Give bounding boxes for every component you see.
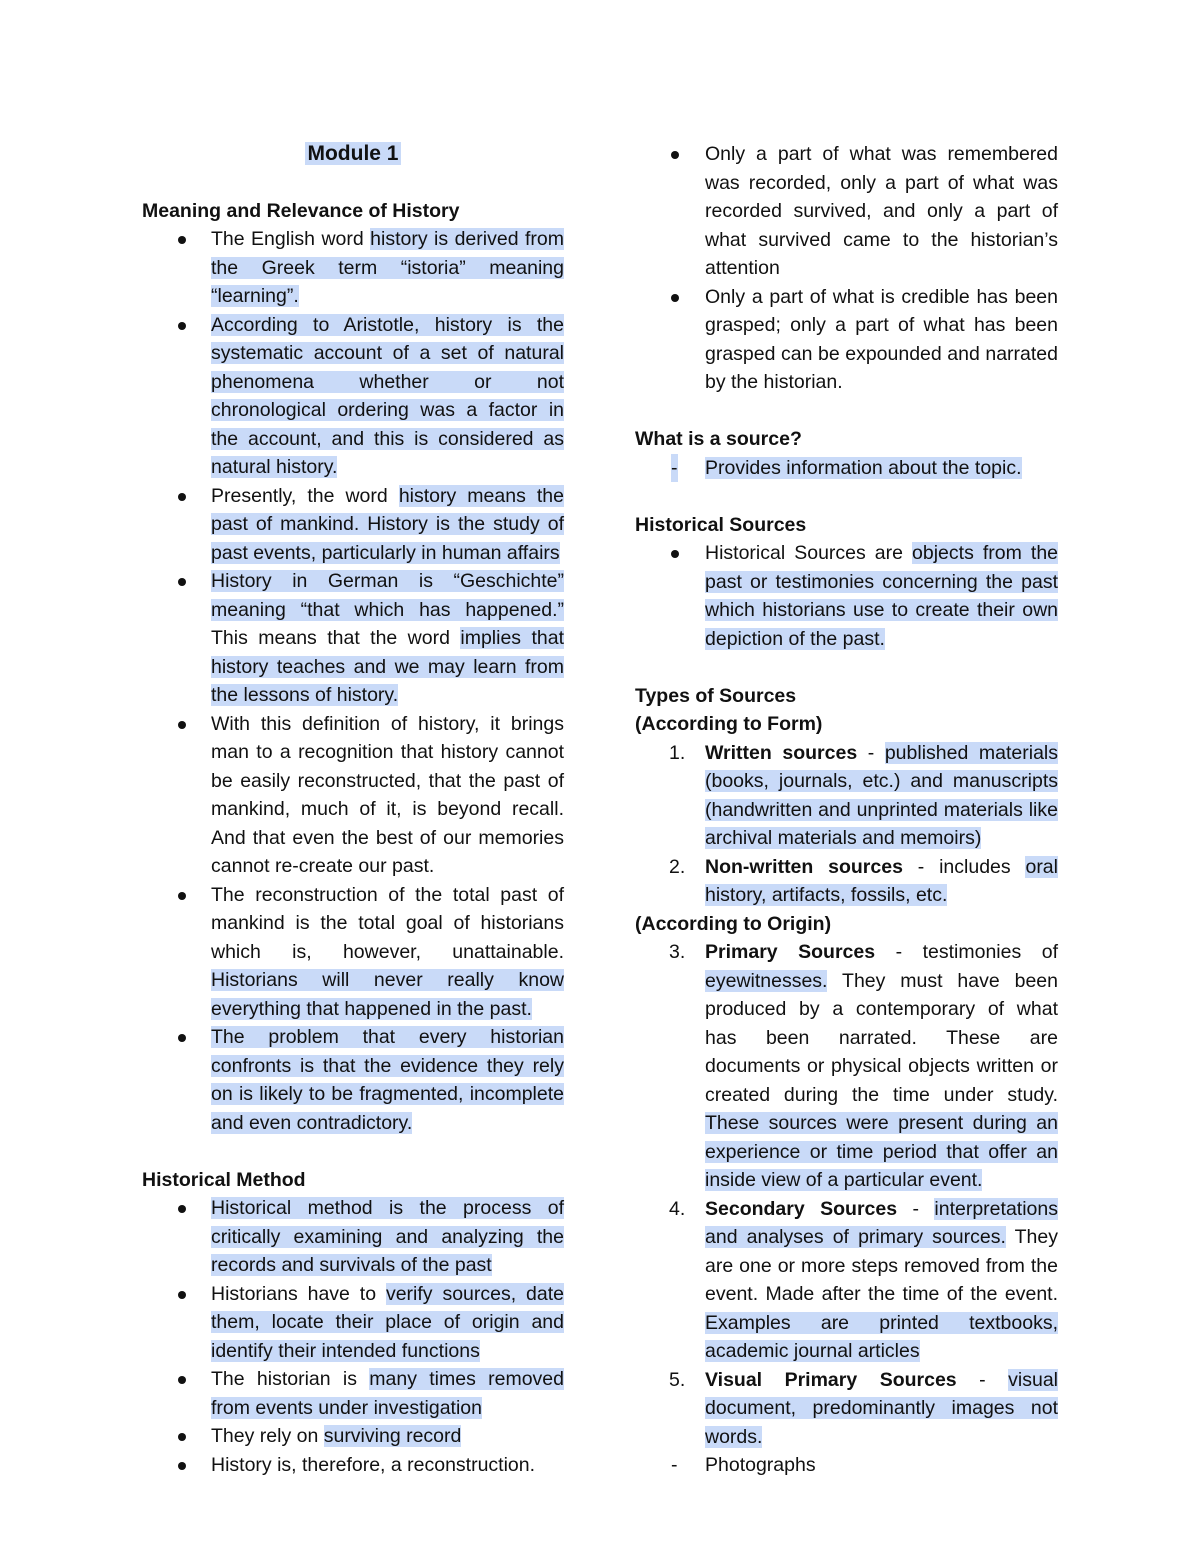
bullet-icon (671, 550, 679, 558)
list-item: 2. Non-written sources - includes oral history, artifacts, fossils, etc. (669, 855, 1058, 906)
visual-sources-list (635, 1451, 1058, 1480)
right-column (635, 140, 1058, 1480)
bullet-icon (178, 1376, 186, 1384)
bullet-icon (671, 151, 679, 159)
historical-sources-list (635, 539, 1058, 653)
list-item: According to Aristotle, history is the systematic account of a set of natural phenomena whether or not chronological ordering was a factor in the account, and this is considered as natural history. (142, 311, 564, 482)
list-item: The historian is many times removed from events under investigation (142, 1365, 564, 1422)
bullet-icon (178, 721, 186, 729)
section-heading-historical-sources: Historical Sources (635, 513, 807, 536)
list-item: 1. Written sources - published materials (books, journals, etc.) and manuscripts (handwritten and unprinted materials like archival materials and memoirs) (669, 741, 1058, 849)
bullet-icon (178, 1205, 186, 1213)
bullet-icon (178, 578, 186, 586)
list-item: The problem that every historian confronts is that the evidence they rely on is likely to be fragmented, incomplete and even contradictory. (142, 1023, 564, 1137)
bullet-icon (178, 493, 186, 501)
list-item: Presently, the word history means the past of mankind. History is the study of past events, particularly in human affairs (142, 482, 564, 568)
list-item: - Provides information about the topic. (635, 454, 1058, 483)
meaning-list (142, 225, 564, 1137)
subheading-origin: (According to Origin) (635, 912, 832, 935)
origin-types-list (635, 938, 1058, 1451)
list-item: 5. Visual Primary Sources - visual document, predominantly images not words. (669, 1368, 1058, 1448)
list-item: With this definition of history, it brings man to a recognition that history cannot be easily reconstructed, that the past of mankind, much of it, is beyond recall. And that even the best of our memories cannot re-create our past. (142, 710, 564, 881)
dash-marker: - (671, 454, 678, 483)
list-item: Only a part of what was remembered was recorded, only a part of what was recorded survived, and only a part of what survived came to the historian’s attention (635, 140, 1058, 283)
section-heading-method: Historical Method (142, 1168, 306, 1191)
bullet-icon (178, 892, 186, 900)
list-item: Historical method is the process of critically examining and analyzing the records and survivals of the past (142, 1194, 564, 1280)
list-item: Historical Sources are objects from the past or testimonies concerning the past which historians use to create their own depiction of the past. (635, 539, 1058, 653)
left-column (142, 140, 564, 1479)
method-list (142, 1194, 564, 1479)
bullet-icon (178, 1034, 186, 1042)
list-item: Historians have to verify sources, date them, locate their place of origin and identify their intended functions (142, 1280, 564, 1366)
form-types-list (635, 739, 1058, 910)
bullet-icon (178, 1433, 186, 1441)
subheading-form: (According to Form) (635, 713, 823, 735)
continued-list (635, 140, 1058, 397)
bullet-icon (178, 322, 186, 330)
source-list (635, 454, 1058, 483)
dash-marker: - (671, 1454, 678, 1476)
page-title: Module 1 (307, 142, 399, 165)
section-heading-types: Types of Sources (635, 684, 797, 707)
section-heading-source: What is a source? (635, 428, 802, 450)
list-item: They rely on surviving record (142, 1422, 564, 1451)
list-item: - Photographs (635, 1451, 1058, 1480)
bullet-icon (178, 236, 186, 244)
list-item: History in German is “Geschichte” meaning “that which has happened.” This means that the word implies that history teaches and we may learn from the lessons of history. (142, 567, 564, 710)
list-item: Only a part of what is credible has been grasped; only a part of what has been grasped can be expounded and narrated by the historian. (635, 283, 1058, 397)
bullet-icon (178, 1462, 186, 1470)
list-item: The English word history is derived from the Greek term “istoria” meaning “learning”. (142, 225, 564, 311)
list-item: The reconstruction of the total past of mankind is the total goal of historians which is, however, unattainable. Historians will never really know everything that happened in the past. (142, 881, 564, 1024)
list-item: 3. Primary Sources - testimonies of eyewitnesses. They must have been produced by a contemporary of what has been narrated. These are documents or physical objects written or created during the time under study. These sources were present during an experience or time period that offer an inside view of a particular event. (669, 941, 1058, 1191)
bullet-icon (178, 1291, 186, 1299)
bullet-icon (671, 294, 679, 302)
section-heading-meaning: Meaning and Relevance of History (142, 199, 460, 222)
list-item: 4. Secondary Sources - interpretations and analyses of primary sources. They are one or more steps removed from the event. Made after the time of the event. Examples are printed textbooks, academic journal articles (669, 1197, 1058, 1362)
list-item: History is, therefore, a reconstruction. (142, 1451, 564, 1480)
